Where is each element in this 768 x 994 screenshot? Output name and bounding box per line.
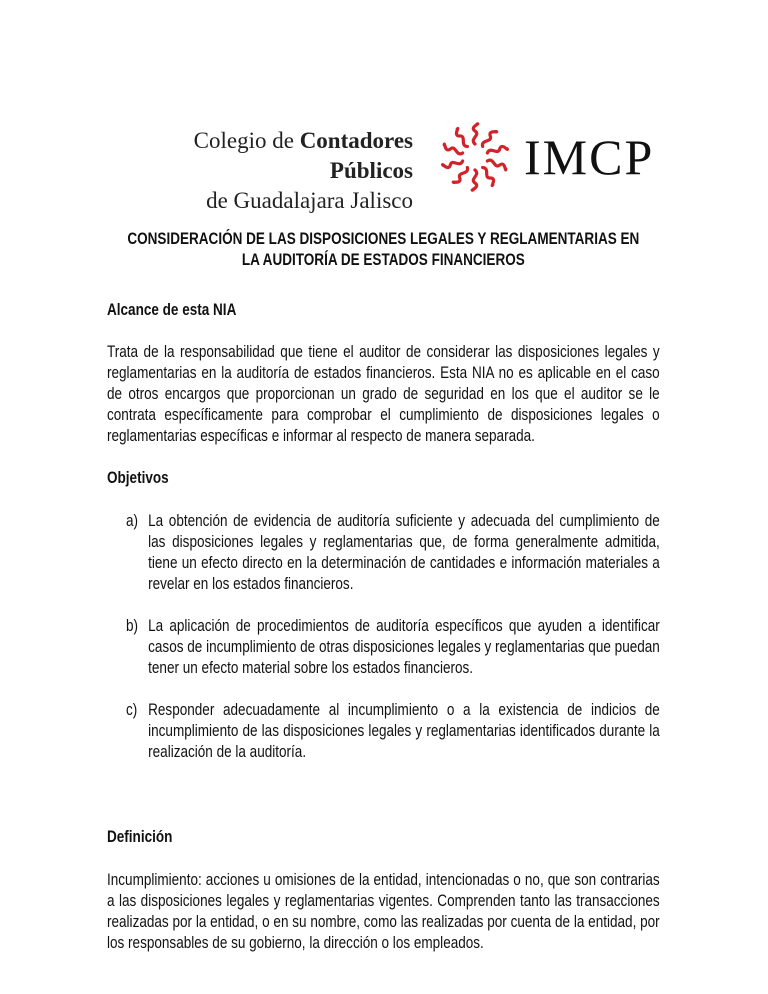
list-item xyxy=(126,511,660,595)
list-marker: a) xyxy=(126,512,139,530)
objetivos-list xyxy=(126,511,660,763)
logo-line2: de Guadalajara Jalisco xyxy=(206,188,413,213)
list-item xyxy=(126,700,660,763)
logo-line1-regular: Colegio de xyxy=(193,128,294,153)
heading-alcance: Alcance de esta NIA xyxy=(107,301,237,319)
list-marker: b) xyxy=(126,617,139,635)
list-item xyxy=(126,616,660,679)
paragraph-alcance: Trata de la responsabilidad que tiene el auditor de considerar las disposiciones legales y reglamentarias en la auditoría de estados financieros. Esta NIA no es aplicable en el caso de otros encargos que proporcionan un grado de seguridad en los que el auditor se le contrata específicamente para comprobar el cumplimiento de disposiciones legales o reglamentarias específicas e informar al respecto de manera separada. xyxy=(107,343,660,445)
heading-definicion: Definición xyxy=(107,828,173,846)
list-marker: c) xyxy=(126,701,138,719)
paragraph-definicion: Incumplimiento: acciones u omisiones de la entidad, intencionadas o no, que son contrarias a las disposiciones legales y reglamentarias vigentes. Comprenden tanto las transacciones realizadas por la entidad, o en su nombre, como las realizadas por cuenta de la entidad, por los responsables de su gobierno, la dirección o los empleados. xyxy=(107,871,660,952)
title-line1: CONSIDERACIÓN DE LAS DISPOSICIONES LEGALES Y REGLAMENTARIAS EN xyxy=(127,230,640,248)
list-item-text: Responder adecuadamente al incumplimiento o a la existencia de indicios de incumplimiento de las disposiciones legales y reglamentarias identificados durante la realización de la auditoría. xyxy=(148,701,660,761)
document-title xyxy=(107,229,660,271)
imcp-flower-icon xyxy=(440,122,510,192)
header-logo xyxy=(108,122,668,213)
list-item-text: La obtención de evidencia de auditoría suficiente y adecuada del cumplimiento de las disposiciones legales y reglamentarias que, de forma generalmente admitida, tiene un efecto directo en la determinación de cantidades e información materiales a revelar en los estados financieros. xyxy=(148,512,660,593)
title-line2: LA AUDITORÍA DE ESTADOS FINANCIEROS xyxy=(241,251,525,269)
list-item-text: La aplicación de procedimientos de auditoría específicos que ayuden a identificar casos de incumplimiento de otras disposiciones legales y reglamentarias que puedan tener un efecto material sobre los estados financieros. xyxy=(148,617,660,677)
heading-objetivos: Objetivos xyxy=(107,469,169,487)
logo-college-name xyxy=(108,126,413,216)
logo-brand: IMCP xyxy=(524,129,655,185)
logo-line1-bold: Contadores Públicos xyxy=(299,128,413,183)
